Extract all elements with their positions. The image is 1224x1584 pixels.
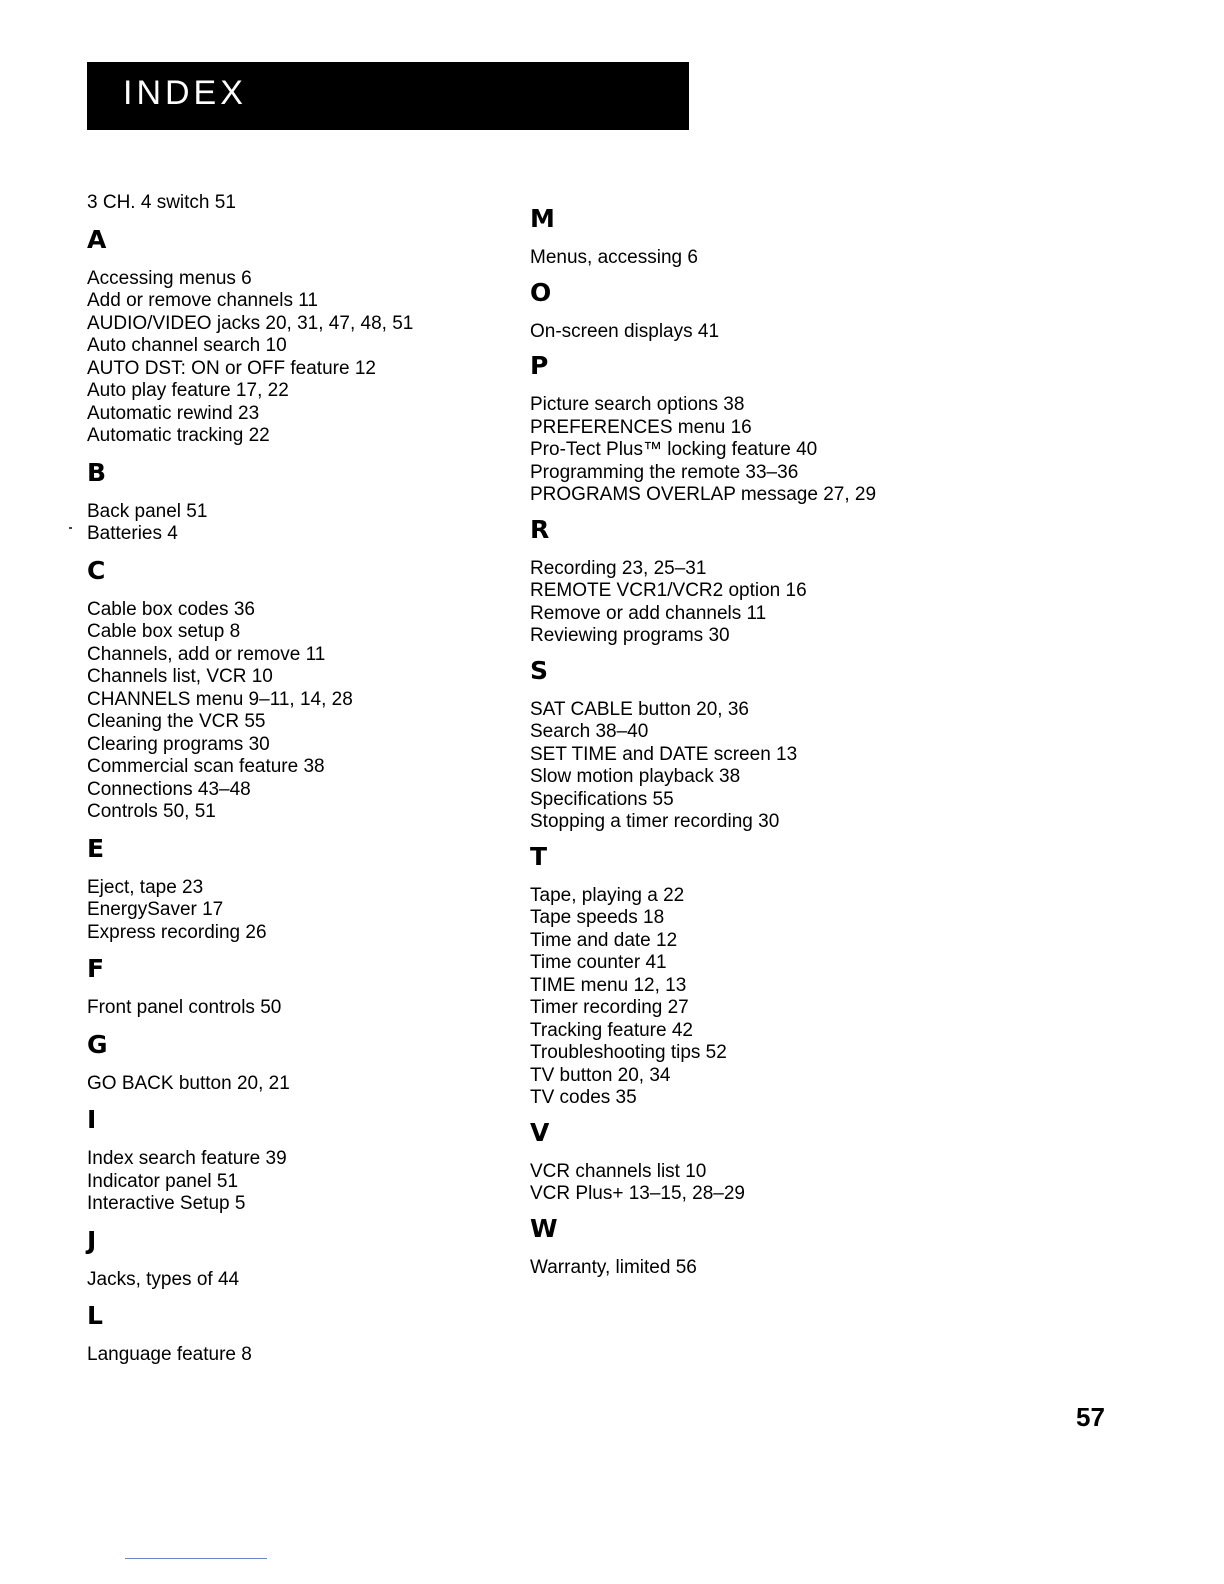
index-section-l xyxy=(87,1301,507,1367)
index-entry: Specifications 55 xyxy=(530,788,674,810)
page-number: 57 xyxy=(1076,1402,1105,1432)
index-entry: TIME menu 12, 13 xyxy=(530,974,687,996)
index-entry: Index search feature 39 xyxy=(87,1148,287,1169)
section-letter: G xyxy=(87,1029,108,1059)
index-entry: Time counter 41 xyxy=(530,952,667,973)
index-entry: Remove or add channels 11 xyxy=(530,602,767,624)
index-entry: Front panel controls 50 xyxy=(87,997,282,1018)
index-entry: Cable box setup 8 xyxy=(87,621,241,642)
index-entry: Auto channel search 10 xyxy=(87,335,287,356)
index-entry: Jacks, types of 44 xyxy=(87,1268,240,1290)
index-section-i xyxy=(87,1105,507,1216)
index-entry: AUDIO/VIDEO jacks 20, 31, 47, 48, 51 xyxy=(87,312,414,334)
index-entry: Warranty, limited 56 xyxy=(530,1256,697,1278)
index-entry: Time and date 12 xyxy=(530,929,678,951)
index-entry: TV codes 35 xyxy=(530,1087,637,1108)
index-entry: Commercial scan feature 38 xyxy=(87,756,325,777)
index-entry: Automatic tracking 22 xyxy=(87,425,270,446)
index-section-o xyxy=(530,278,950,344)
index-entry: PROGRAMS OVERLAP message 27, 29 xyxy=(530,484,877,505)
index-entry: Clearing programs 30 xyxy=(87,733,270,755)
index-entry: SAT CABLE button 20, 36 xyxy=(530,698,749,720)
section-letter: T xyxy=(530,841,548,871)
index-entry: CHANNELS menu 9–11, 14, 28 xyxy=(87,688,353,710)
section-letter: B xyxy=(87,457,107,487)
index-section-a xyxy=(87,225,507,448)
index-entry: On-screen displays 41 xyxy=(530,320,720,342)
index-entry: Tape speeds 18 xyxy=(530,907,665,928)
index-entry: PREFERENCES menu 16 xyxy=(530,416,752,438)
index-section-g xyxy=(87,1030,507,1096)
stray-mark xyxy=(69,527,72,529)
footer-rule xyxy=(125,1558,267,1559)
index-section-c xyxy=(87,556,507,824)
index-entry: Stopping a timer recording 30 xyxy=(530,811,780,832)
index-entry: Slow motion playback 38 xyxy=(530,766,741,787)
index-section-r xyxy=(530,515,950,648)
index-entry: Connections 43–48 xyxy=(87,778,251,800)
index-entry: TV button 20, 34 xyxy=(530,1064,671,1086)
index-section-p xyxy=(530,351,950,507)
section-letter: E xyxy=(87,833,105,863)
index-section-f xyxy=(87,954,507,1020)
index-entry: Reviewing programs 30 xyxy=(530,625,730,646)
section-letter: M xyxy=(530,204,555,233)
index-entry: Cable box codes 36 xyxy=(87,598,255,620)
index-entry: Auto play feature 17, 22 xyxy=(87,380,289,401)
right-column xyxy=(530,194,950,1279)
index-banner xyxy=(87,62,689,130)
index-entry: Menus, accessing 6 xyxy=(530,247,698,268)
index-entry: Express recording 26 xyxy=(87,921,267,943)
index-entry: Recording 23, 25–31 xyxy=(530,557,707,579)
index-entry: REMOTE VCR1/VCR2 option 16 xyxy=(530,580,807,601)
index-entry: Add or remove channels 11 xyxy=(87,290,318,311)
index-entry: VCR Plus+ 13–15, 28–29 xyxy=(530,1183,745,1204)
index-section-s xyxy=(530,656,950,834)
index-section-w xyxy=(530,1214,950,1280)
index-entry: Channels list, VCR 10 xyxy=(87,666,273,687)
index-entry: AUTO DST: ON or OFF feature 12 xyxy=(87,357,376,379)
index-entry: Timer recording 27 xyxy=(530,997,689,1018)
index-entry: Search 38–40 xyxy=(530,721,649,742)
section-letter: A xyxy=(87,224,107,254)
index-section-b xyxy=(87,458,507,546)
section-letter: J xyxy=(87,1225,97,1255)
index-section-j xyxy=(87,1226,507,1292)
index-entry: VCR channels list 10 xyxy=(530,1160,707,1182)
index-entry: EnergySaver 17 xyxy=(87,899,224,920)
index-entry: Cleaning the VCR 55 xyxy=(87,711,266,732)
index-entry: Back panel 51 xyxy=(87,500,208,522)
index-entry: Pro-Tect Plus™ locking feature 40 xyxy=(530,439,818,460)
page-title: INDEX xyxy=(123,74,247,112)
left-column xyxy=(87,192,507,1367)
section-letter: S xyxy=(530,655,549,685)
index-entry: SET TIME and DATE screen 13 xyxy=(530,743,798,765)
index-entry: Automatic rewind 23 xyxy=(87,402,260,424)
section-letter: O xyxy=(530,277,552,307)
index-entry: Tracking feature 42 xyxy=(530,1019,693,1041)
section-letter: V xyxy=(530,1117,550,1147)
index-entry: Picture search options 38 xyxy=(530,394,745,415)
index-entry: Interactive Setup 5 xyxy=(87,1193,246,1214)
section-letter: F xyxy=(87,954,105,983)
section-letter: C xyxy=(87,555,106,585)
section-letter: P xyxy=(530,351,549,380)
index-section-v xyxy=(530,1118,950,1206)
index-entry: Controls 50, 51 xyxy=(87,801,216,822)
index-entry: Batteries 4 xyxy=(87,523,178,544)
index-section-t xyxy=(530,842,950,1110)
section-letter: I xyxy=(87,1105,97,1134)
section-letter: R xyxy=(530,514,550,544)
section-letter: W xyxy=(530,1213,558,1243)
index-entry: Accessing menus 6 xyxy=(87,267,252,289)
index-section-m xyxy=(530,204,950,270)
index-entry: GO BACK button 20, 21 xyxy=(87,1072,290,1094)
index-entry: Programming the remote 33–36 xyxy=(530,461,799,483)
index-section-e xyxy=(87,834,507,945)
index-entry: Channels, add or remove 11 xyxy=(87,643,326,665)
index-entry: Indicator panel 51 xyxy=(87,1170,239,1192)
index-entry: Tape, playing a 22 xyxy=(530,884,685,906)
index-entry: Eject, tape 23 xyxy=(87,876,204,898)
index-entry: Language feature 8 xyxy=(87,1344,252,1365)
index-entry: 3 CH. 4 switch 51 xyxy=(87,192,236,213)
section-letter: L xyxy=(87,1301,103,1330)
index-entry: Troubleshooting tips 52 xyxy=(530,1042,727,1063)
